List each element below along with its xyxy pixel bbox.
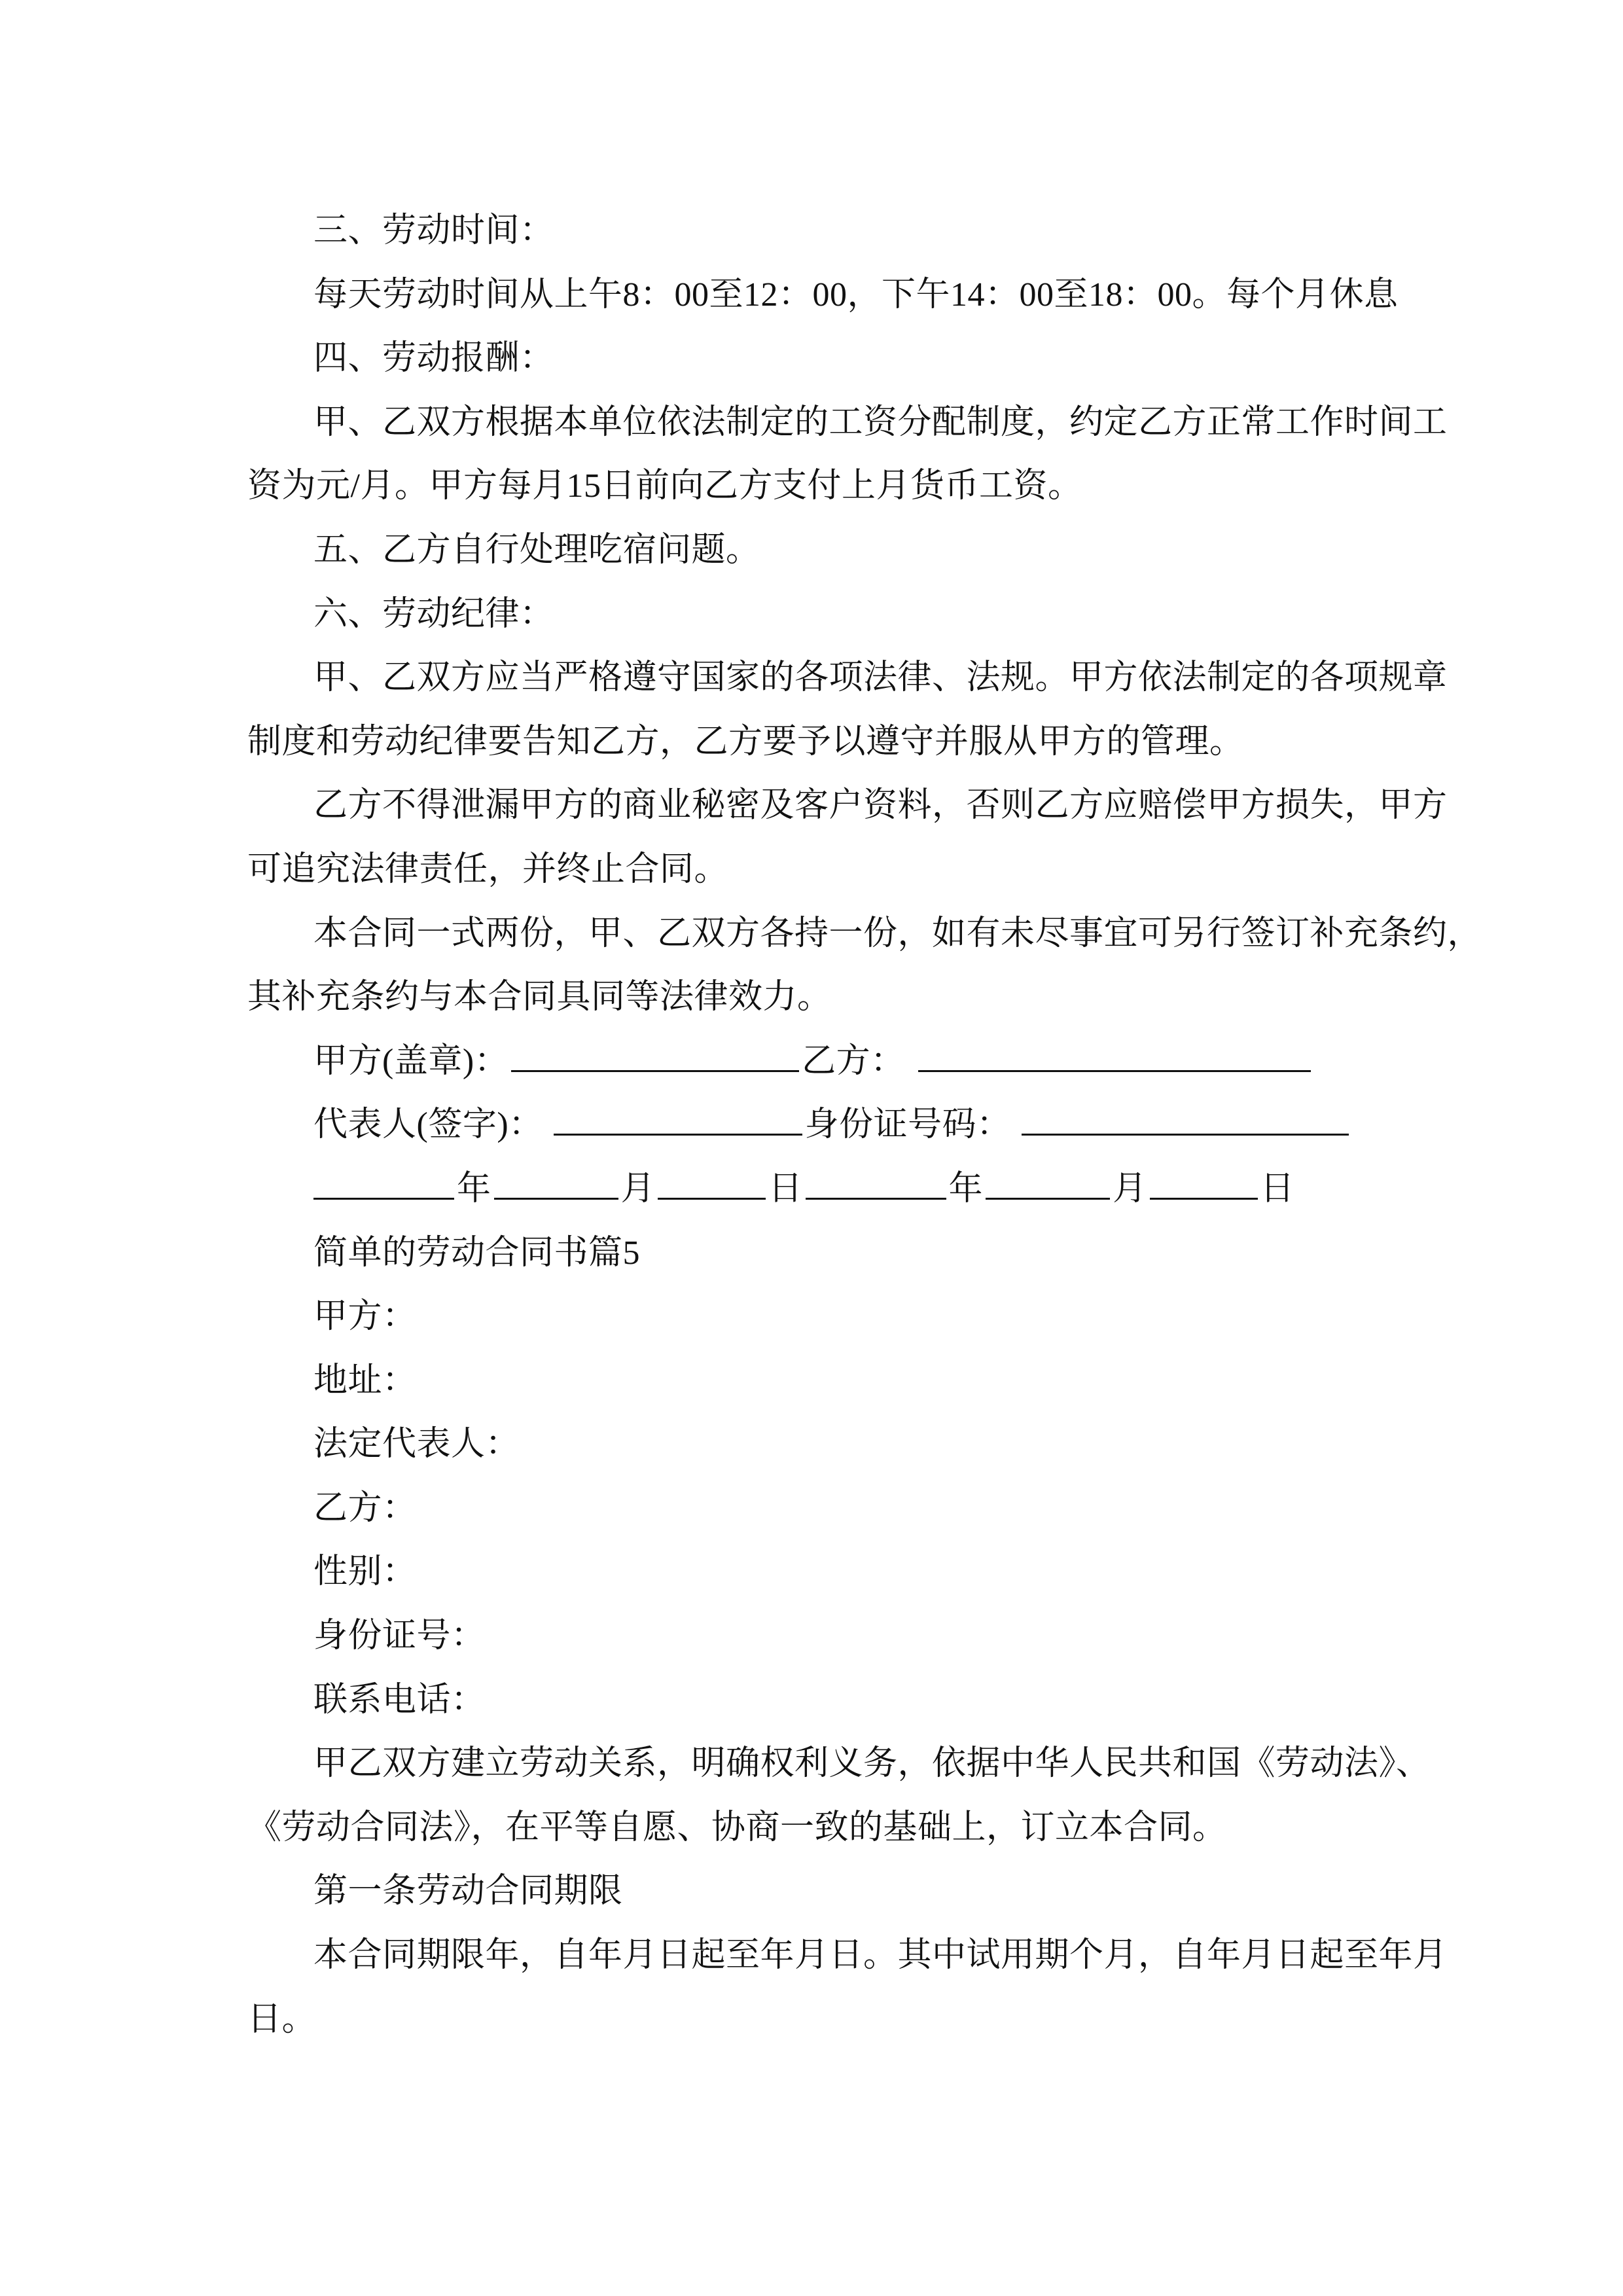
contract-title: 简单的劳动合同书篇5 <box>313 1234 641 1272</box>
day-a-blank[interactable] <box>658 1158 766 1200</box>
representative-signature-blank[interactable] <box>554 1094 802 1136</box>
paragraph-line: 甲乙双方建立劳动关系，明确权利义务，依据中华人民共和国《劳动法》、 <box>313 1745 1431 1783</box>
day-b-blank[interactable] <box>1150 1158 1258 1200</box>
paragraph-line: 甲、乙双方应当严格遵守国家的各项法律、法规。甲方依法制定的各项规章 <box>313 659 1448 697</box>
field-label: 甲方： <box>313 1298 417 1336</box>
signature-row-dates <box>247 1157 1386 1221</box>
field-label: 乙方： <box>313 1489 417 1527</box>
paragraph-line: 可追究法律责任，并终止合同。 <box>247 850 729 888</box>
party-a-signature-blank[interactable] <box>511 1031 799 1072</box>
representative-label: 代表人(签字)： <box>313 1106 543 1144</box>
month-a-blank[interactable] <box>494 1158 618 1200</box>
field-label: 地址： <box>313 1361 417 1399</box>
field-label: 身份证号： <box>313 1617 486 1655</box>
paragraph-line: 制度和劳动纪律要告知乙方，乙方要予以遵守并服从甲方的管理。 <box>247 723 1244 761</box>
id-number-label: 身份证号码： <box>804 1106 1011 1144</box>
field-label: 法定代表人： <box>313 1426 520 1463</box>
party-b-label: 乙方： <box>802 1042 905 1080</box>
article-heading: 第一条劳动合同期限 <box>313 1873 623 1910</box>
document-page <box>247 199 1482 2051</box>
year-b-label: 年 <box>948 1170 984 1208</box>
year-a-blank[interactable] <box>313 1158 454 1200</box>
signature-row-parties <box>247 1030 1386 1094</box>
section-heading: 六、劳动纪律： <box>313 595 554 633</box>
party-b-signature-blank[interactable] <box>918 1031 1311 1072</box>
paragraph-line: 日。 <box>247 2000 317 2038</box>
paragraph-line: 乙方不得泄漏甲方的商业秘密及客户资料，否则乙方应赔偿甲方损失，甲方 <box>313 787 1448 825</box>
paragraph-line: 《劳动合同法》，在平等自愿、协商一致的基础上，订立本合同。 <box>247 1808 1227 1846</box>
year-b-blank[interactable] <box>806 1158 946 1200</box>
party-a-label: 甲方(盖章)： <box>313 1042 509 1080</box>
field-label: 性别： <box>313 1553 417 1591</box>
id-number-blank[interactable] <box>1022 1094 1349 1136</box>
paragraph-line: 本合同一式两份，甲、乙双方各持一份，如有未尽事宜可另行签订补充条约， <box>313 914 1482 952</box>
month-b-blank[interactable] <box>986 1158 1110 1200</box>
section-heading: 四、劳动报酬： <box>313 340 554 378</box>
day-a-label: 日 <box>768 1170 803 1208</box>
paragraph-line: 资为元/月。甲方每月15日前向乙方支付上月货币工资。 <box>247 467 1082 505</box>
field-label: 联系电话： <box>313 1681 486 1719</box>
section-heading: 三、劳动时间： <box>313 212 554 249</box>
paragraph-line: 本合同期限年，自年月日起至年月日。其中试用期个月，自年月日起至年月 <box>313 1937 1448 1975</box>
paragraph-line: 每天劳动时间从上午8：00至12：00，下午14：00至18：00。每个月休息 <box>313 276 1399 314</box>
paragraph-line: 甲、乙双方根据本单位依法制定的工资分配制度，约定乙方正常工作时间工 <box>313 403 1448 441</box>
signature-row-representative <box>247 1093 1386 1157</box>
section-heading: 五、乙方自行处理吃宿问题。 <box>313 531 760 569</box>
year-a-label: 年 <box>457 1170 491 1208</box>
day-b-label: 日 <box>1260 1170 1295 1208</box>
paragraph-line: 其补充条约与本合同具同等法律效力。 <box>247 978 832 1016</box>
month-b-label: 月 <box>1113 1170 1147 1208</box>
month-a-label: 月 <box>620 1170 656 1208</box>
